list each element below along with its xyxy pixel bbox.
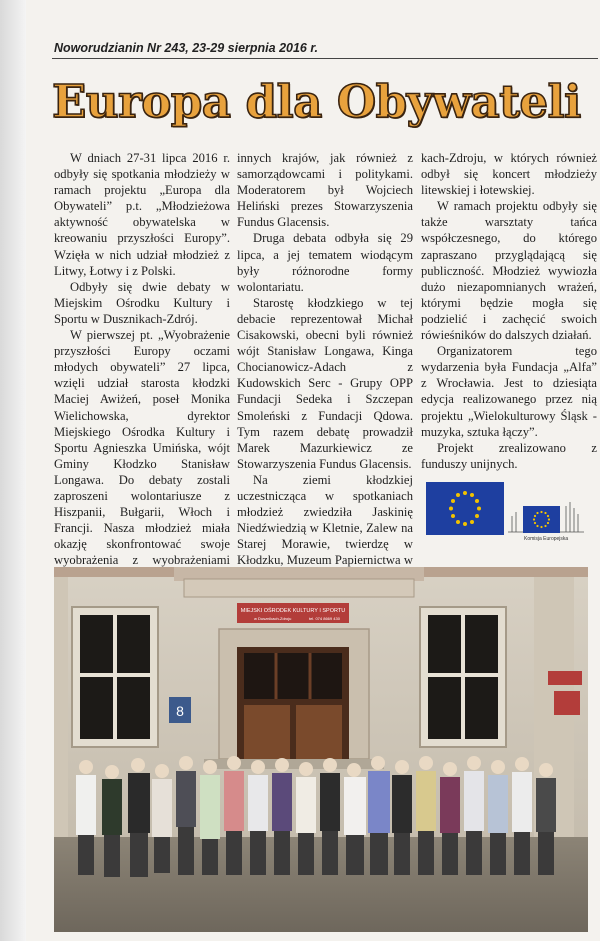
issue-header: Noworudzianin Nr 243, 23-29 sierpnia 2016 r.	[54, 41, 318, 55]
paragraph: innych krajów, jak również z samorządowcami i politykami. Moderatorem był Wojciech Heliński prezes Stowarzyszenia Fundus Glacensis.	[237, 151, 413, 230]
eu-commission-caption: Komisja Europejska	[524, 536, 569, 542]
paragraph: kach-Zdroju, w których również odbył się koncert młodzieży litewskiej i łotewskiej.	[421, 151, 597, 198]
eu-stars-small-icon	[523, 506, 560, 533]
paragraph: W pierwszej pt. „Wyobrażenie przyszłości Europy oczami młodych obywateli” 27 lipca, wzięli udział starosta kłodzki Maciej Awiżeń, poseł Monika Wielichowska, dyrektor Miejskiego Ośrodka Kultury i Sportu Agnieszka Umińska, wójt Gminy Kłodzko Stanisław Longawa. Do debaty zostali zaproszeni wolontariusze z Hiszpanii, Bułgarii, Włoch i Francji. Nasza młodzież miała okazję skonfrontować swoje wyobrażenia z wyobrażeniami	[54, 328, 230, 568]
paragraph: Organizatorem tego wydarzenia była Fundacja „Alfa” z Wrocławia. Jest to dziesiąta edycja realizowanego przez nią projektu „Wielokulturowy Śląsk - muzyka, sztuka łączy”.	[421, 344, 597, 439]
article-title: Europa dla Obywateli	[52, 75, 581, 128]
eu-stars-icon	[426, 482, 504, 535]
header-rule	[52, 58, 598, 59]
scan-edge-shadow	[0, 0, 26, 941]
paragraph: W ramach projektu odbyły się także warsztaty tańca współczesnego, do którego zapraszano przyglądającą się publiczność. Młodzież wywiozła dużo niezapomnianych wrażeń, którymi będzie mogła się podzielić i zachęcić swoich rówieśników do dalszych działań.	[421, 199, 597, 343]
paragraph: Odbyły się dwie debaty w Miejskim Ośrodku Kultury i Sportu w Dusznikach-Zdrój.	[54, 279, 230, 326]
eu-flag-logo	[426, 482, 504, 535]
eu-commission-flag	[523, 506, 560, 533]
paragraph: Starostę kłodzkiego w tej debacie reprezentował Michał Cisakowski, obecni byli również wójt Stanisław Longawa, Kinga Chocianowicz-Adach z Kudowskich Serc - Grupy OPP Fundacji Sedeka i Szczepan Smoleński z Fundacji Qdowa. Tym razem debatę prowadził Marek Mazurkiewicz ze Stowarzyszenia Fundus Glacensis.	[237, 295, 413, 471]
article-column-3	[421, 150, 597, 472]
group-photo	[54, 567, 588, 932]
article-column-1	[54, 150, 230, 585]
paragraph: Na ziemi kłodzkiej uczestnicząca w spotkaniach młodzież zwiedziła Jaskinię Niedźwiedzią w Kletnie, Zalew na Starej Morawie, twierdzę w Kłodzku, Muzeum Papiernictwa w	[237, 472, 413, 568]
building-sign-phone: tel. 074 8669 430	[309, 616, 340, 621]
paragraph: Druga debata odbyła się 29 lipca, a jej tematem wiodącym były różnorodne formy wolontariatu.	[237, 231, 413, 294]
paragraph: W dniach 27-31 lipca 2016 r. odbyły się spotkania młodzieży w ramach projektu „Europa dla Obywateli” p.t. „Młodzieżowa aktywność obywatelska w kreowaniu przyszłości Europy”. Wzięła w nich udział młodzież z Litwy, Łotwy i z Polski.	[54, 151, 230, 278]
building-sign-line1: MIEJSKI OŚRODEK KULTURY I SPORTU	[240, 608, 346, 614]
house-number: 8	[176, 703, 184, 719]
building-sign-line2: w Dusznikach-Zdroju	[254, 616, 292, 621]
paragraph: Projekt zrealizowano z funduszy unijnych.	[421, 440, 597, 471]
article-column-2	[237, 150, 413, 585]
building-photo-illustration	[54, 567, 588, 932]
